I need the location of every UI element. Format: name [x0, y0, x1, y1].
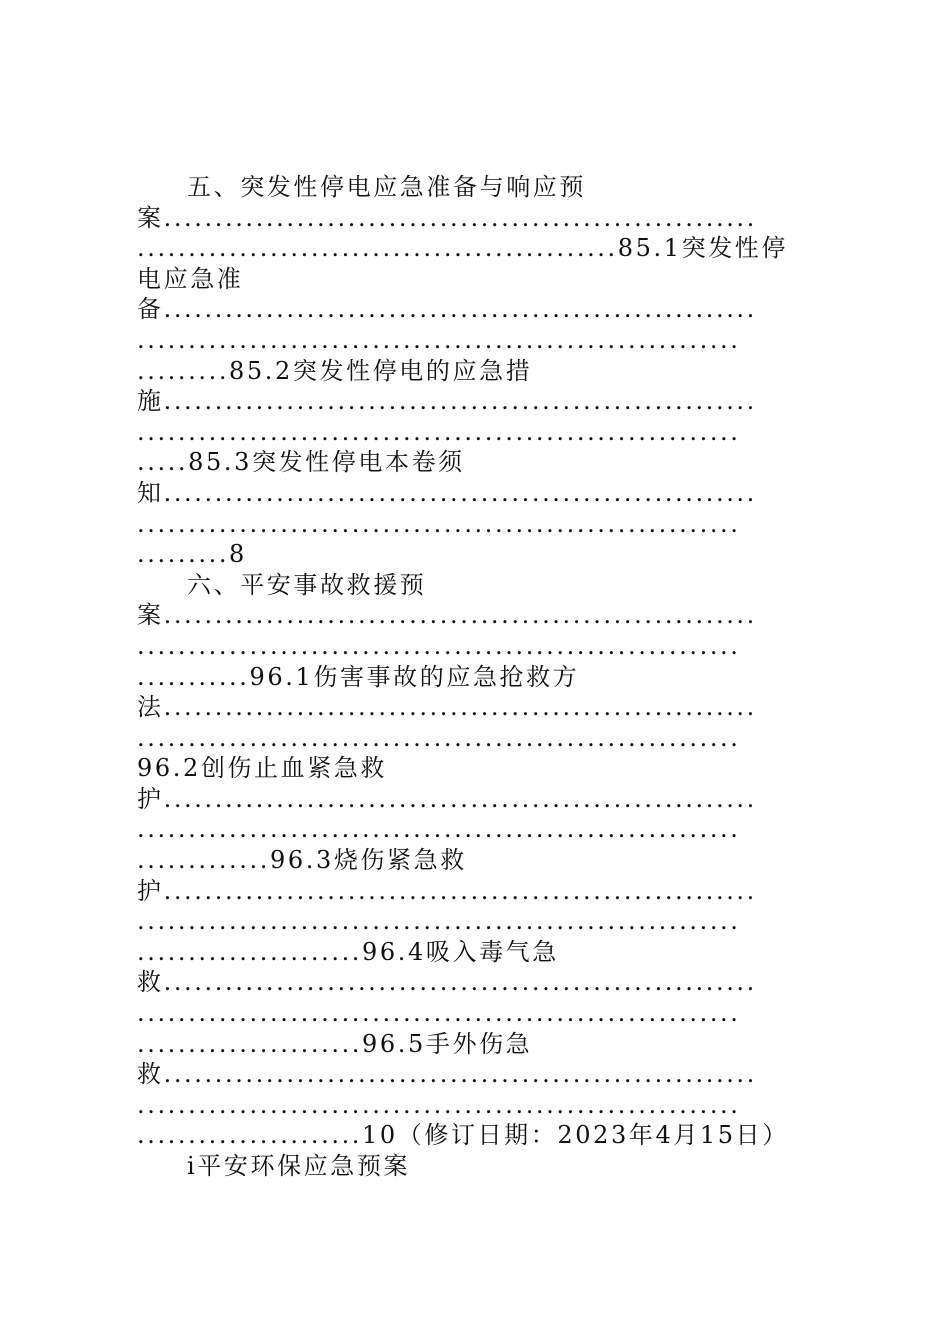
toc-line: .....85.3突发性停电本卷须 — [137, 448, 465, 477]
toc-line: 护.......................................................... — [137, 876, 757, 905]
toc-line: 知.......................................................... — [137, 478, 757, 507]
toc-line: 案.......................................................... — [137, 203, 757, 232]
toc-line: i平安环保应急预案 — [187, 1152, 411, 1180]
toc-line: 案.......................................................... — [137, 601, 757, 630]
toc-line: 救.......................................................... — [137, 968, 757, 997]
toc-line: ........................................................... — [137, 815, 741, 844]
toc-line: ......................10（修订日期：2023年4月15日） — [137, 1121, 789, 1150]
toc-line: ........................................................... — [137, 723, 741, 752]
toc-line: .............96.3烧伤紧急救 — [137, 846, 467, 875]
toc-line: ........................................................... — [137, 999, 741, 1028]
toc-line: .........8 — [137, 540, 247, 569]
toc-line: .........85.2突发性停电的应急措 — [137, 356, 533, 385]
toc-line: ...........96.1伤害事故的应急抢救方 — [137, 662, 580, 691]
toc-line: ........................................................... — [137, 509, 741, 538]
toc-line: 救.......................................................... — [137, 1060, 757, 1089]
toc-line: ........................................................... — [137, 907, 741, 936]
toc-line: ........................................................... — [137, 417, 741, 446]
toc-line: ........................................................... — [137, 1090, 741, 1119]
toc-line: ........................................................... — [137, 325, 741, 354]
toc-line: ......................96.4吸入毒气急 — [137, 937, 559, 966]
toc-line: ......................96.5手外伤急 — [137, 1029, 533, 1058]
toc-line: 施.......................................................... — [137, 387, 757, 416]
toc-line: 备.......................................................... — [137, 295, 757, 324]
table-of-contents — [137, 172, 820, 1182]
toc-line: 六、平安事故救援预 — [187, 570, 427, 599]
toc-line: 护.......................................................... — [137, 784, 757, 813]
toc-line: 法.......................................................... — [137, 693, 757, 722]
toc-line: ...............................................85.1突发性停 — [137, 234, 788, 263]
toc-line: 96.2创伤止血紧急救 — [137, 754, 388, 783]
toc-line: 电应急准 — [137, 264, 244, 293]
toc-line: ........................................................... — [137, 631, 741, 660]
toc-line: 五、突发性停电应急准备与响应预 — [187, 173, 586, 201]
